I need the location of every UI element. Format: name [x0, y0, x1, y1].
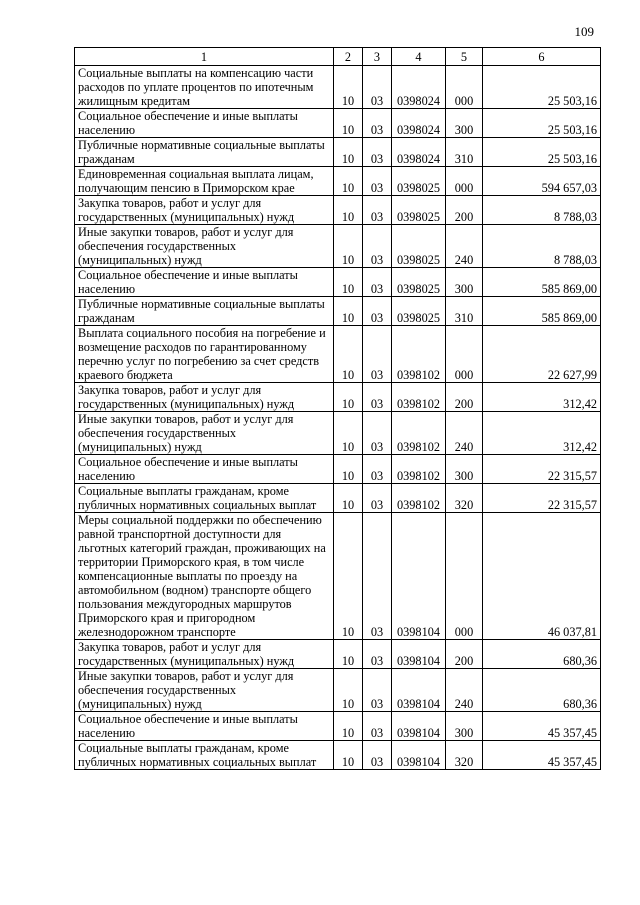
table-body [75, 66, 601, 770]
row-description: Выплата социального пособия на погребение и возмещение расходов по гарантированному перечню услуг по погребению за счет средств краевого бюджета [75, 326, 334, 383]
row-section-code: 10 [334, 712, 363, 741]
row-target-article-code: 0398025 [392, 196, 446, 225]
row-description: Социальные выплаты гражданам, кроме публичных нормативных социальных выплат [75, 741, 334, 770]
row-expense-type-code: 240 [446, 225, 483, 268]
row-target-article-code: 0398104 [392, 741, 446, 770]
row-target-article-code: 0398025 [392, 268, 446, 297]
row-expense-type-code: 320 [446, 484, 483, 513]
table-row [75, 326, 601, 383]
row-section-code: 10 [334, 138, 363, 167]
row-expense-type-code: 320 [446, 741, 483, 770]
table-row [75, 669, 601, 712]
row-section-code: 10 [334, 741, 363, 770]
row-description: Социальное обеспечение и иные выплаты населению [75, 455, 334, 484]
row-subsection-code: 03 [363, 109, 392, 138]
row-amount: 8 788,03 [483, 196, 601, 225]
row-subsection-code: 03 [363, 326, 392, 383]
row-section-code: 10 [334, 412, 363, 455]
header-col-1: 1 [75, 48, 334, 66]
row-description: Закупка товаров, работ и услуг для государственных (муниципальных) нужд [75, 383, 334, 412]
row-target-article-code: 0398102 [392, 412, 446, 455]
table-header-row [75, 48, 601, 66]
table-row [75, 297, 601, 326]
row-target-article-code: 0398024 [392, 138, 446, 167]
row-amount: 594 657,03 [483, 167, 601, 196]
row-expense-type-code: 200 [446, 383, 483, 412]
row-description: Социальное обеспечение и иные выплаты населению [75, 268, 334, 297]
row-expense-type-code: 300 [446, 268, 483, 297]
row-amount: 45 357,45 [483, 741, 601, 770]
row-target-article-code: 0398104 [392, 669, 446, 712]
row-description: Единовременная социальная выплата лицам, получающим пенсию в Приморском крае [75, 167, 334, 196]
table-row [75, 712, 601, 741]
row-target-article-code: 0398024 [392, 66, 446, 109]
row-expense-type-code: 310 [446, 297, 483, 326]
row-target-article-code: 0398104 [392, 640, 446, 669]
row-subsection-code: 03 [363, 66, 392, 109]
row-subsection-code: 03 [363, 297, 392, 326]
row-subsection-code: 03 [363, 196, 392, 225]
row-section-code: 10 [334, 66, 363, 109]
row-subsection-code: 03 [363, 513, 392, 640]
table-row [75, 138, 601, 167]
header-col-2: 2 [334, 48, 363, 66]
row-target-article-code: 0398024 [392, 109, 446, 138]
header-col-3: 3 [363, 48, 392, 66]
row-section-code: 10 [334, 225, 363, 268]
header-col-6: 6 [483, 48, 601, 66]
table-row [75, 741, 601, 770]
row-subsection-code: 03 [363, 669, 392, 712]
row-section-code: 10 [334, 484, 363, 513]
row-target-article-code: 0398104 [392, 712, 446, 741]
row-description: Меры социальной поддержки по обеспечению равной транспортной доступности для льготных категорий граждан, проживающих на территории Приморского края, в том числе компенсационные выплаты по проезду на автомобильном (водном) транспорте общего пользования междугородных маршрутов Приморского края и пригородном железнодорожном транспорте [75, 513, 334, 640]
row-target-article-code: 0398104 [392, 513, 446, 640]
row-section-code: 10 [334, 297, 363, 326]
row-expense-type-code: 000 [446, 513, 483, 640]
row-description: Закупка товаров, работ и услуг для государственных (муниципальных) нужд [75, 196, 334, 225]
table-row [75, 225, 601, 268]
row-description: Иные закупки товаров, работ и услуг для обеспечения государственных (муниципальных) нужд [75, 412, 334, 455]
table-row [75, 412, 601, 455]
row-expense-type-code: 240 [446, 412, 483, 455]
row-expense-type-code: 000 [446, 167, 483, 196]
row-subsection-code: 03 [363, 412, 392, 455]
row-description: Публичные нормативные социальные выплаты гражданам [75, 297, 334, 326]
table-row [75, 383, 601, 412]
row-section-code: 10 [334, 669, 363, 712]
row-subsection-code: 03 [363, 167, 392, 196]
table-row [75, 484, 601, 513]
row-expense-type-code: 300 [446, 455, 483, 484]
row-subsection-code: 03 [363, 225, 392, 268]
row-amount: 22 315,57 [483, 455, 601, 484]
row-target-article-code: 0398102 [392, 484, 446, 513]
row-expense-type-code: 300 [446, 712, 483, 741]
table-row [75, 268, 601, 297]
row-expense-type-code: 000 [446, 326, 483, 383]
row-expense-type-code: 200 [446, 196, 483, 225]
row-section-code: 10 [334, 109, 363, 138]
row-description: Иные закупки товаров, работ и услуг для обеспечения государственных (муниципальных) нужд [75, 225, 334, 268]
row-target-article-code: 0398102 [392, 383, 446, 412]
page-number: 109 [574, 24, 594, 39]
row-amount: 680,36 [483, 669, 601, 712]
row-amount: 680,36 [483, 640, 601, 669]
row-section-code: 10 [334, 268, 363, 297]
row-section-code: 10 [334, 513, 363, 640]
row-section-code: 10 [334, 455, 363, 484]
table-row [75, 196, 601, 225]
row-target-article-code: 0398102 [392, 326, 446, 383]
row-amount: 25 503,16 [483, 66, 601, 109]
table-row [75, 513, 601, 640]
row-target-article-code: 0398102 [392, 455, 446, 484]
row-amount: 22 315,57 [483, 484, 601, 513]
table-row [75, 109, 601, 138]
row-description: Социальные выплаты на компенсацию части расходов по уплате процентов по ипотечным жилищным кредитам [75, 66, 334, 109]
row-amount: 22 627,99 [483, 326, 601, 383]
row-subsection-code: 03 [363, 268, 392, 297]
table-row [75, 640, 601, 669]
row-subsection-code: 03 [363, 484, 392, 513]
table-row [75, 66, 601, 109]
row-section-code: 10 [334, 640, 363, 669]
row-amount: 312,42 [483, 383, 601, 412]
row-description: Социальные выплаты гражданам, кроме публичных нормативных социальных выплат [75, 484, 334, 513]
row-description: Социальное обеспечение и иные выплаты населению [75, 109, 334, 138]
header-col-4: 4 [392, 48, 446, 66]
row-amount: 25 503,16 [483, 109, 601, 138]
row-description: Иные закупки товаров, работ и услуг для обеспечения государственных (муниципальных) нужд [75, 669, 334, 712]
row-subsection-code: 03 [363, 640, 392, 669]
row-section-code: 10 [334, 196, 363, 225]
row-subsection-code: 03 [363, 455, 392, 484]
row-expense-type-code: 000 [446, 66, 483, 109]
row-description: Социальное обеспечение и иные выплаты населению [75, 712, 334, 741]
row-description: Публичные нормативные социальные выплаты гражданам [75, 138, 334, 167]
row-amount: 46 037,81 [483, 513, 601, 640]
row-subsection-code: 03 [363, 138, 392, 167]
table-row [75, 455, 601, 484]
row-amount: 585 869,00 [483, 268, 601, 297]
row-section-code: 10 [334, 326, 363, 383]
row-expense-type-code: 200 [446, 640, 483, 669]
row-subsection-code: 03 [363, 741, 392, 770]
row-expense-type-code: 240 [446, 669, 483, 712]
row-amount: 312,42 [483, 412, 601, 455]
row-expense-type-code: 310 [446, 138, 483, 167]
row-target-article-code: 0398025 [392, 167, 446, 196]
row-expense-type-code: 300 [446, 109, 483, 138]
row-amount: 8 788,03 [483, 225, 601, 268]
row-subsection-code: 03 [363, 712, 392, 741]
budget-table [74, 47, 601, 770]
row-subsection-code: 03 [363, 383, 392, 412]
table-row [75, 167, 601, 196]
row-amount: 45 357,45 [483, 712, 601, 741]
row-amount: 25 503,16 [483, 138, 601, 167]
row-target-article-code: 0398025 [392, 297, 446, 326]
row-section-code: 10 [334, 167, 363, 196]
header-col-5: 5 [446, 48, 483, 66]
row-description: Закупка товаров, работ и услуг для государственных (муниципальных) нужд [75, 640, 334, 669]
row-target-article-code: 0398025 [392, 225, 446, 268]
row-amount: 585 869,00 [483, 297, 601, 326]
row-section-code: 10 [334, 383, 363, 412]
